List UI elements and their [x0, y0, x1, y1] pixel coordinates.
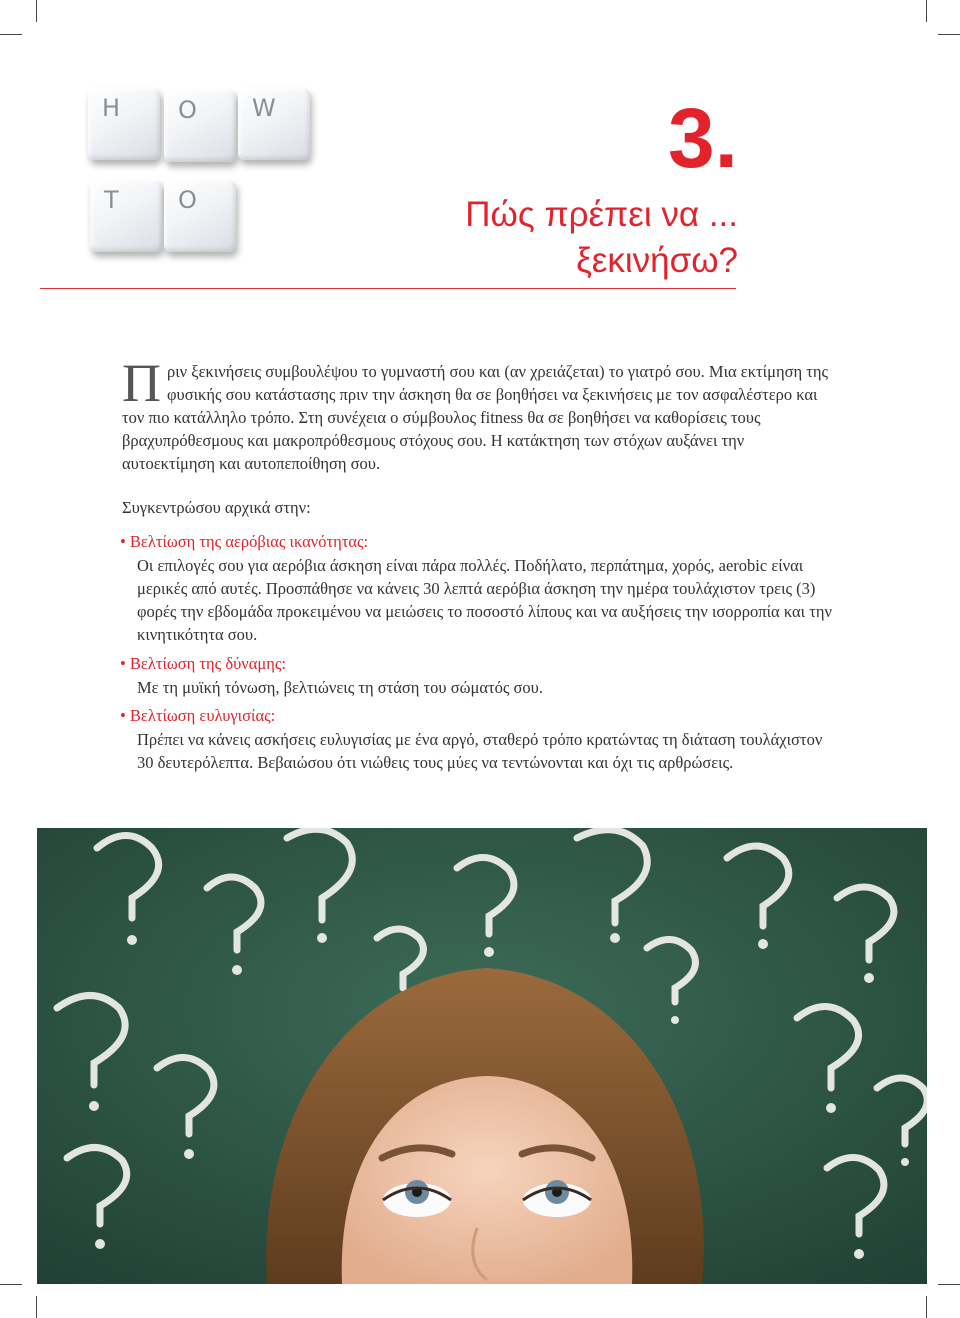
crop-mark [938, 1284, 960, 1285]
photo-woman-question-marks [37, 828, 927, 1284]
crop-mark [0, 1284, 22, 1285]
intro-text: ριν ξεκινήσεις συμβουλέψου το γυμναστή σου και (αν χρειάζεται) το γιατρό σου. Μια εκτίμηση της φυσικής σου κατάστασης πριν την άσκηση θα σε βοηθήσει να ξεκινήσεις με τον ασφαλέστερο και τον πιο κατάλληλο τρόπο. Στη συνέχεια ο σύμβουλος fitness θα σε βοηθήσει να καθορίσεις τους βραχυπρόθεσμους και μακροπρόθεσμους στόχους σου. Η κατάκτηση των στόχων αυξάνει την αυτοεκτίμηση και αυτοπεποίθηση σου. [122, 362, 829, 473]
keycap-o: O [164, 90, 236, 162]
photo-illustration [37, 828, 927, 1284]
bullet-text-flexibility: Πρέπει να κάνεις ασκήσεις ευλυγισίας με ένα αργό, σταθερό τρόπο κρατώντας τη διάταση τουλάχιστον 30 δευτερόλεπτα. Βεβαιώσου ότι νιώθεις τους μύες να τεντώνονται και όχι τις αρθρώσεις. [137, 730, 823, 772]
keycap-t: T [90, 180, 162, 252]
bullet-heading-aerobic: • Βελτίωση της αερόβιας ικανότητας: [120, 532, 369, 551]
keycap-w: W [238, 88, 310, 160]
crop-mark [0, 34, 22, 35]
bullet-heading-strength: • Βελτίωση της δύναμης: [120, 654, 286, 673]
crop-mark [926, 1296, 927, 1318]
bullet-text-strength: Με τη μυϊκή τόνωση, βελτιώνεις τη στάση του σώματός σου. [137, 678, 543, 697]
focus-label: Συγκεντρώσου αρχικά στην: [122, 498, 311, 517]
chapter-title-line-1: Πώς πρέπει να ... [465, 195, 738, 234]
chapter-number: 3. [667, 91, 738, 185]
chapter-title-line-2: ξεκινήσω? [576, 241, 738, 280]
crop-mark [36, 1296, 37, 1318]
intro-paragraph [122, 353, 834, 475]
bullet-heading-flexibility: • Βελτίωση ευλυγισίας: [120, 706, 276, 725]
how-to-keycaps-illustration [86, 86, 316, 258]
keycap-h: H [88, 88, 160, 160]
crop-mark [36, 0, 37, 22]
chapter-title [338, 192, 738, 284]
drop-cap: Π [122, 353, 161, 413]
bullet-text-aerobic: Οι επιλογές σου για αερόβια άσκηση είναι πάρα πολλές. Ποδήλατο, περπάτημα, χορός, aerobic είναι μερικές από αυτές. Προσπάθησε να κάνεις 30 λεπτά αερόβια άσκηση την ημέρα τουλάχιστον τρεις (3) φορές την εβδομάδα προκειμένου να μειώσεις το ποσοστό λίπους και να αυξήσεις την ισορροπία και την κινητικότητα σου. [137, 556, 832, 644]
keycap-o2: O [164, 180, 236, 252]
header-divider [40, 288, 736, 289]
crop-mark [926, 0, 927, 22]
crop-mark [938, 34, 960, 35]
